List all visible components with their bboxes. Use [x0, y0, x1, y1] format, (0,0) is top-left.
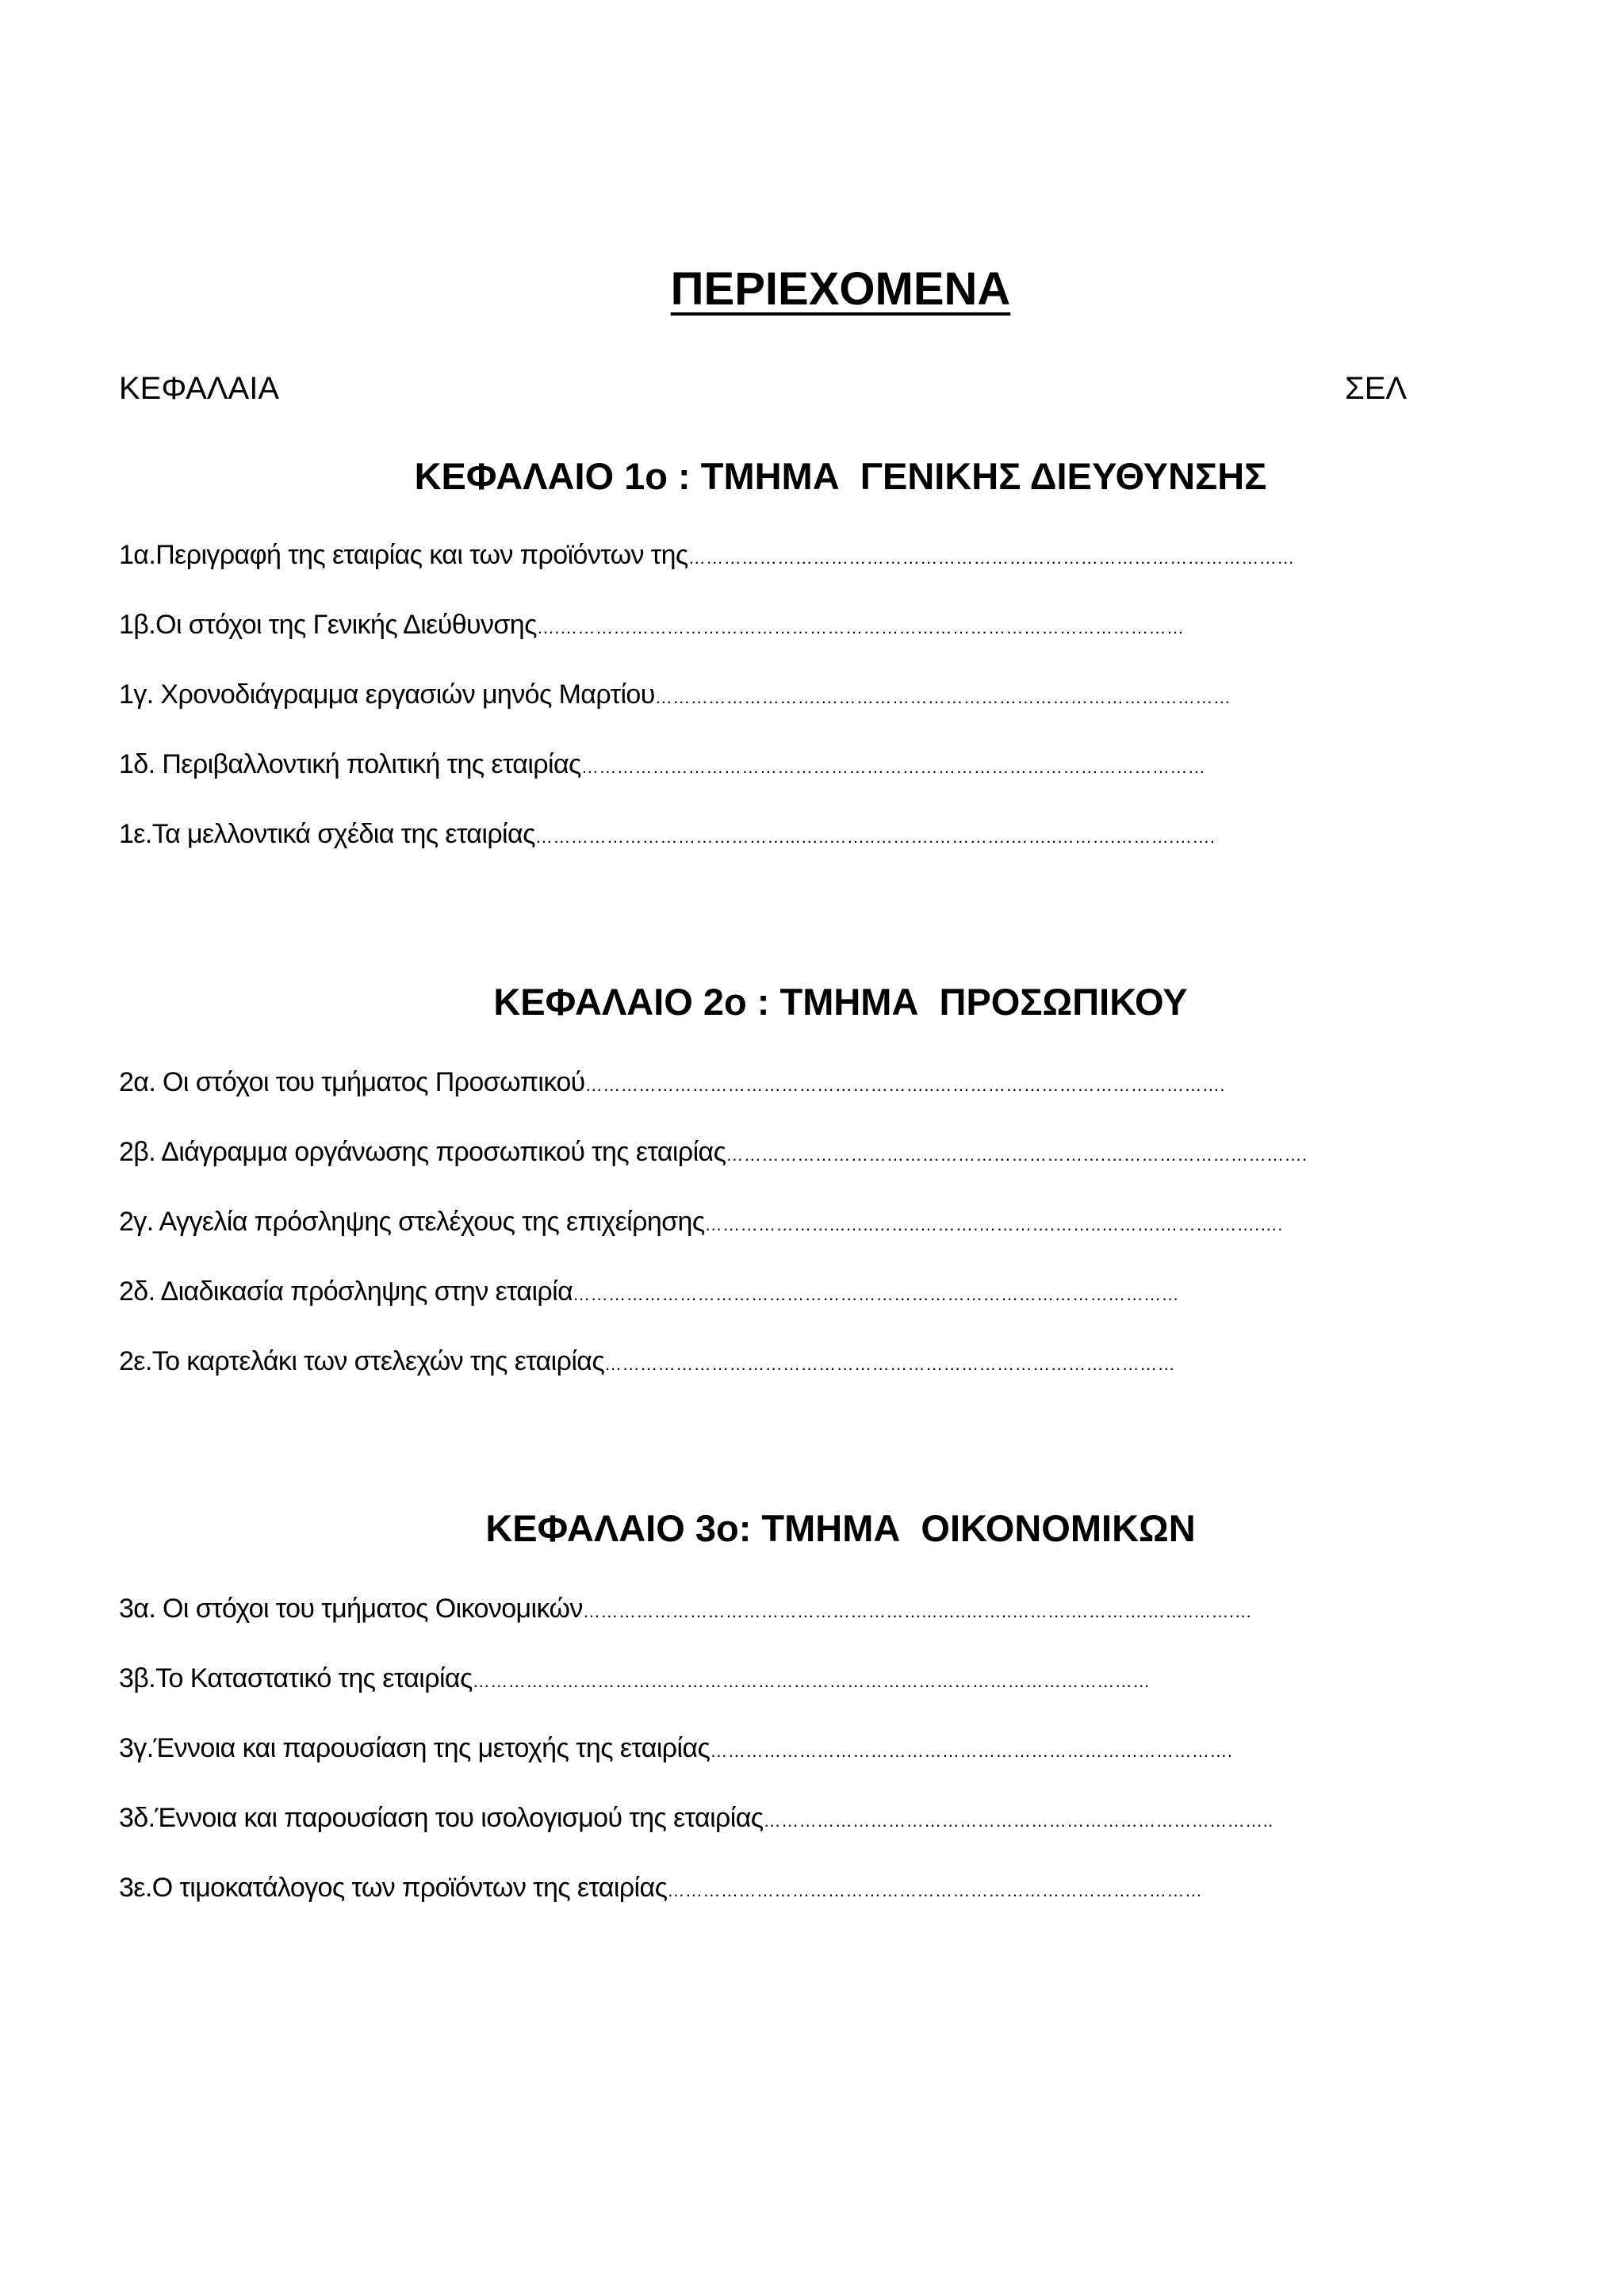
toc-entry-3c[interactable]	[119, 1732, 1459, 1765]
chapter-3-heading: ΚΕΦΑΛΑΙΟ 3ο: ΤΜΗΜΑ ΟΙΚΟΝΟΜΙΚΩΝ	[485, 1507, 1196, 1549]
toc-entry-dot-leader: …………………………………………………………………………………………	[573, 1284, 1180, 1304]
toc-entry-3b[interactable]	[119, 1663, 1465, 1695]
chapter-1-heading: ΚΕΦΑΛΑΙΟ 1ο : ΤΜΗΜΑ ΓΕΝΙΚΗΣ ΔΙΕΥΘΥΝΣΗΣ	[414, 455, 1267, 497]
toc-entry-text: 3β.Το Καταστατικό της εταιρίας	[119, 1663, 473, 1693]
toc-entry-dot-leader: ………………………………………………………………………………	[667, 1881, 1203, 1900]
toc-entry-dot-leader: ……………………………………………………………………………………………………	[472, 1671, 1151, 1691]
toc-entry-text: 2δ. Διαδικασία πρόσληψης στην εταιρία	[119, 1276, 573, 1307]
toc-entry-text: 1ε.Τα μελλοντικά σχέδια της εταιρίας	[119, 819, 535, 849]
toc-entry-text: 2γ. Αγγελία πρόσληψης στελέχους της επιχείρησης	[119, 1207, 705, 1237]
toc-entry-dot-leader: …………………………………………………………………………..	[763, 1811, 1274, 1831]
toc-entry-dot-leader: ……………………….……………………………………………………………	[654, 687, 1231, 707]
toc-entry-1b[interactable]	[119, 609, 1439, 641]
toc-entry-2e[interactable]	[119, 1345, 1443, 1378]
toc-entry-1a[interactable]	[119, 539, 1435, 572]
page-title-text: ΠΕΡΙΕΧΟΜΕΝΑ	[670, 263, 1011, 315]
toc-entry-text: 3δ.Έννοια και παρουσίαση του ισολογισμού της εταιρίας	[119, 1803, 764, 1833]
toc-entry-2b[interactable]	[119, 1136, 1443, 1169]
toc-entry-dot-leader: …………………………………………………………………………….	[710, 1741, 1233, 1761]
toc-entry-3a[interactable]	[119, 1593, 1446, 1625]
toc-entry-dot-leader: …………………………………………………………………………………………	[688, 548, 1295, 568]
toc-entry-text: 1δ. Περιβαλλοντική πολιτική της εταιρίας	[119, 749, 581, 779]
toc-entry-text: 1γ. Χρονοδιάγραμμα εργασιών μηνός Μαρτίου	[119, 679, 655, 710]
column-header-chapters: ΚΕΦΑΛΑΙΑ	[119, 371, 279, 406]
toc-entry-dot-leader: ……………………………………………………………………………………	[604, 1354, 1176, 1374]
toc-entry-text: 3ε.Ο τιμοκατάλογος των προϊόντων της εταιρίας	[119, 1873, 668, 1903]
toc-entry-1e[interactable]	[119, 818, 1440, 851]
toc-entry-2a[interactable]	[119, 1066, 1443, 1099]
toc-entry-dot-leader: ……………………………………...…..……..……….………….……..……….……….…….	[534, 827, 1216, 847]
toc-entry-dot-leader: ….……………………………………………………………………………………………	[536, 618, 1185, 637]
toc-entry-1d[interactable]	[119, 748, 1442, 781]
toc-entry-text: 2ε.Το καρτελάκι των στελεχών της εταιρίας	[119, 1346, 605, 1376]
toc-entry-1c[interactable]	[119, 679, 1439, 711]
toc-entry-3e[interactable]	[119, 1872, 1465, 1904]
toc-entry-3d[interactable]	[119, 1802, 1459, 1835]
toc-entry-text: 1α.Περιγραφή της εταιρίας και των προϊόντων της	[119, 540, 688, 570]
toc-entry-text: 3γ.Έννοια και παρουσίαση της μετοχής της εταιρίας	[119, 1733, 710, 1763]
toc-entry-text: 3α. Οι στόχοι του τμήματος Οικονομικών	[119, 1594, 583, 1624]
toc-entry-dot-leader: ……………………………………………………………………………………………	[580, 757, 1206, 777]
column-header-page: ΣΕΛ	[1345, 371, 1408, 406]
toc-entry-dot-leader: …………………………………………………...…..……..……….………….……..…….…	[582, 1601, 1253, 1621]
page-title	[0, 263, 1624, 315]
toc-entry-2d[interactable]	[119, 1276, 1446, 1308]
toc-entry-text: 1β.Οι στόχοι της Γενικής Διεύθυνσης	[119, 610, 537, 640]
toc-entry-dot-leader: ……………………………………………………….…………………………….	[726, 1145, 1308, 1165]
toc-entry-2c[interactable]	[119, 1206, 1443, 1238]
toc-entry-dot-leader: …………………...…..……..……….………….……..……….……….…….….	[704, 1215, 1283, 1234]
chapter-2-heading: ΚΕΦΑΛΑΙΟ 2ο : ΤΜΗΜΑ ΠΡΟΣΩΠΙΚΟΥ	[493, 981, 1188, 1023]
toc-entry-text: 2β. Διάγραμμα οργάνωσης προσωπικού της εταιρίας	[119, 1137, 726, 1167]
toc-entry-dot-leader: …………………………………………………..………………………………………….	[584, 1075, 1226, 1095]
toc-entry-text: 2α. Οι στόχοι του τμήματος Προσωπικού	[119, 1067, 585, 1097]
